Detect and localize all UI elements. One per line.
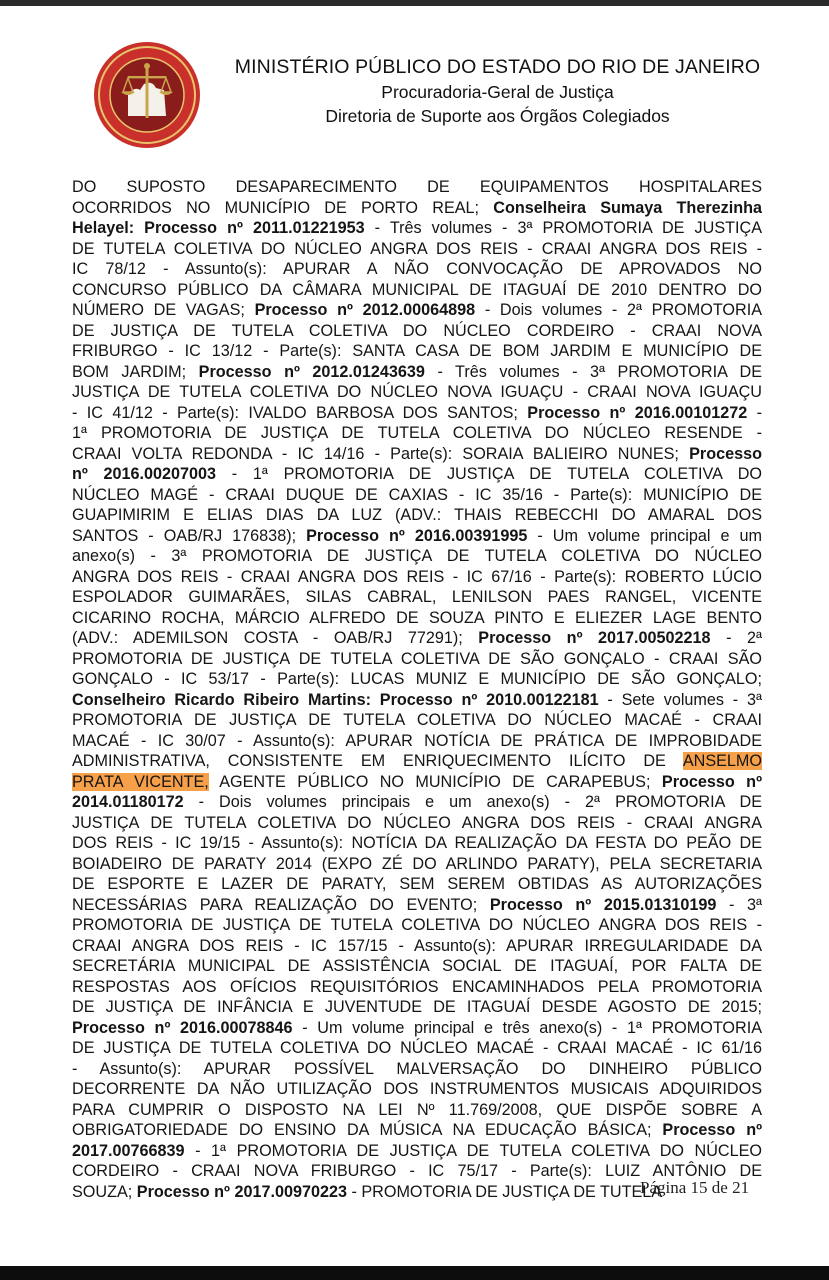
text-segment: - — [747, 403, 762, 422]
text-segment: - 1ª PROMOTORIA DE JUSTIÇA DE TUTELA COLETIVA DO — [216, 465, 762, 483]
text-line — [72, 546, 762, 567]
text-line — [72, 280, 762, 301]
bold-text: Processo nº 2012.00064898 — [254, 301, 476, 319]
text-line — [72, 1141, 762, 1162]
text-segment: DE JUSTIÇA DE TUTELA COLETIVA DO NÚCLEO MACAÉ - CRAAI MACAÉ - IC 61/16 — [72, 1039, 762, 1057]
text-segment: DO SUPOSTO DESAPARECIMENTO DE EQUIPAMENTOS HOSPITALARES — [72, 178, 762, 196]
text-segment: - IC 41/12 - Parte(s): IVALDO BARBOSA DOS SANTOS; — [72, 403, 528, 422]
text-segment: BOM JARDIM; — [72, 362, 199, 381]
text-line — [72, 1038, 762, 1059]
text-segment: SANTOS - OAB/RJ 176838); — [72, 526, 307, 545]
text-segment: JUSTIÇA DE TUTELA COLETIVA DO NÚCLEO NOVA IGUAÇU - CRAAI NOVA IGUAÇU — [72, 383, 762, 401]
text-line — [72, 936, 762, 957]
text-line — [72, 915, 762, 936]
text-segment: ADMINISTRATIVA, CONSISTENTE EM ENRIQUECIMENTO ILÍCITO DE — [72, 752, 683, 770]
text-line — [72, 1079, 762, 1100]
text-segment: PARA CUMPRIR O DISPOSTO NA LEI Nº 11.769/2008, QUE DISPÕE SOBRE A — [72, 1100, 762, 1119]
bold-text: Processo nº — [661, 772, 762, 791]
text-line — [72, 341, 762, 362]
document-body — [72, 177, 762, 1202]
bold-text: Processo — [689, 444, 762, 463]
text-line — [72, 218, 762, 239]
text-segment: CRAAI ANGRA DOS REIS - IC 157/15 - Assunto(s): APURAR IRREGULARIDADE DA — [72, 936, 762, 955]
text-line — [72, 259, 762, 280]
text-line — [72, 526, 762, 547]
text-line — [72, 997, 762, 1018]
text-segment: FRIBURGO - IC 13/12 - Parte(s): SANTA CASA DE BOM JARDIM E MUNICÍPIO DE — [72, 342, 762, 360]
text-segment: - Um volume principal e três anexo(s) - 1ª PROMOTORIA — [292, 1018, 762, 1037]
text-line — [72, 731, 762, 752]
text-segment: CORDEIRO - CRAAI NOVA FRIBURGO - IC 75/17 - Parte(s): LUIZ ANTÔNIO DE — [72, 1162, 762, 1180]
bold-text: Conselheiro Ricardo Ribeiro Martins: Processo nº 2010.00122181 — [72, 690, 599, 709]
bold-text: Processo nº — [662, 1121, 762, 1139]
text-segment: AGENTE PÚBLICO NO MUNICÍPIO DE CARAPEBUS; — [208, 772, 662, 791]
text-segment: SOUZA; — [72, 1182, 137, 1201]
text-line — [72, 198, 762, 219]
text-segment: JUSTIÇA DE TUTELA COLETIVA DO NÚCLEO ANGRA DOS REIS - CRAAI ANGRA — [72, 813, 762, 832]
text-segment: CICARINO ROCHA, MÁRCIO ALFREDO DE SOUZA PINTO E ELIEZER LAGE BENTO — [72, 608, 762, 627]
bold-text: nº 2016.00207003 — [72, 465, 217, 483]
text-line — [72, 1018, 762, 1039]
bold-text: Processo nº 2016.00078846 — [72, 1018, 293, 1037]
text-line — [72, 239, 762, 260]
highlighted-name: PRATA VICENTE, — [72, 772, 209, 791]
text-line — [72, 485, 762, 506]
text-segment: - 1ª PROMOTORIA DE JUSTIÇA DE TUTELA COLETIVA DO NÚCLEO — [184, 1141, 762, 1160]
text-segment: IC 78/12 - Assunto(s): APURAR A NÃO CONVOCAÇÃO DE APROVADOS NO — [72, 260, 762, 278]
text-segment: - Sete volumes - 3ª — [598, 690, 762, 709]
text-line — [72, 587, 762, 608]
text-line — [72, 874, 762, 895]
text-segment: DECORRENTE DA NÃO UTILIZAÇÃO DOS INSTRUMENTOS MUSICAIS ADQUIRIDOS — [72, 1080, 762, 1098]
text-line — [72, 608, 762, 629]
text-segment: CONCURSO PÚBLICO DA CÂMARA MUNICIPAL DE ITAGUAÍ DE 2010 DENTRO DO — [72, 280, 762, 299]
text-line — [72, 977, 762, 998]
text-segment: SECRETÁRIA MUNICIPAL DE ASSISTÊNCIA SOCIAL DE ITAGUAÍ, POR FALTA DE — [72, 957, 762, 975]
text-segment: - PROMOTORIA DE JUSTIÇA DE TUTELA — [346, 1182, 663, 1201]
page-number: Página 15 de 21 — [640, 1178, 750, 1197]
text-line — [72, 444, 762, 465]
text-segment: - Três volumes - 3ª PROMOTORIA DE JUSTIÇA — [364, 219, 762, 237]
text-segment: (ADV.: ADEMILSON COSTA - OAB/RJ 77291); — [72, 629, 479, 647]
text-segment: GONÇALO - IC 53/17 - Parte(s): LUCAS MUNIZ E MUNICÍPIO DE SÃO GONÇALO; — [72, 670, 762, 688]
text-segment: BOIADEIRO DE PARATY 2014 (EXPO ZÉ DO ARLINDO PARATY), PELA SECRETARIA — [72, 854, 762, 873]
text-segment: DE ESPORTE E LAZER DE PARATY, SEM SEREM OBTIDAS AS AUTORIZAÇÕES — [72, 875, 762, 893]
text-line — [72, 464, 762, 485]
institution-department: Procuradoria-Geral de Justiça — [381, 82, 614, 102]
text-line — [72, 505, 762, 526]
institution-division: Diretoria de Suporte aos Órgãos Colegiados — [325, 106, 670, 126]
text-segment: NÚMERO DE VAGAS; — [72, 301, 255, 319]
text-line — [72, 423, 762, 444]
mprj-seal-icon — [92, 40, 202, 150]
text-segment: - 3ª — [716, 895, 762, 914]
text-line — [72, 567, 762, 588]
bold-text: Processo nº 2016.00391995 — [306, 526, 528, 545]
text-line — [72, 649, 762, 670]
text-line — [72, 792, 762, 813]
text-segment: DOS REIS - IC 19/15 - Assunto(s): NOTÍCIA DA REALIZAÇÃO DA FESTA DO PEÃO DE — [72, 834, 762, 852]
text-line — [72, 382, 762, 403]
text-segment: GUAPIMIRIM E ELIAS DIAS DA LUZ (ADV.: THAIS REBECCHI DO AMARAL DOS — [72, 506, 762, 524]
text-line — [72, 1120, 762, 1141]
text-segment: PROMOTORIA DE JUSTIÇA DE TUTELA COLETIVA DO NÚCLEO MACAÉ - CRAAI — [72, 711, 762, 729]
bold-text: 2014.01180172 — [72, 793, 184, 811]
highlighted-name: ANSELMO — [682, 752, 762, 770]
text-segment: 1ª PROMOTORIA DE JUSTIÇA DE TUTELA COLETIVA DO NÚCLEO RESENDE - — [72, 424, 762, 442]
text-segment: OBRIGATORIEDADE DO ENSINO DA MÚSICA NA EDUCAÇÃO BÁSICA; — [72, 1121, 663, 1139]
text-line — [72, 895, 762, 916]
bold-text: Processo nº 2015.01310199 — [489, 895, 717, 914]
text-segment: NECESSÁRIAS PARA REALIZAÇÃO DO EVENTO; — [72, 895, 490, 914]
text-segment: - Assunto(s): APURAR POSSÍVEL MALVERSAÇÃO DO DINHEIRO PÚBLICO — [72, 1059, 762, 1078]
bold-text: Processo nº 2012.01243639 — [198, 362, 425, 381]
text-segment: ESPOLADOR GUIMARÃES, SILAS CABRAL, LENILSON PAES RANGEL, VICENTE — [72, 588, 762, 606]
text-line — [72, 177, 762, 198]
text-segment: DE JUSTIÇA DE INFÂNCIA E JUVENTUDE DE ITAGUAÍ DESDE AGOSTO DE 2015; — [72, 998, 762, 1016]
text-segment: NÚCLEO MAGÉ - CRAAI DUQUE DE CAXIAS - IC 35/16 - Parte(s): MUNICÍPIO DE — [72, 485, 762, 504]
text-segment: - 2ª — [710, 629, 762, 647]
text-segment: anexo(s) - 3ª PROMOTORIA DE JUSTIÇA DE TUTELA COLETIVA DO NÚCLEO — [72, 547, 762, 565]
bold-text: Processo nº 2016.00101272 — [527, 403, 748, 422]
text-segment: - Um volume principal e um — [527, 526, 762, 545]
text-line — [72, 362, 762, 383]
text-segment: CRAAI VOLTA REDONDA - IC 14/16 - Parte(s): SORAIA BALIEIRO NUNES; — [72, 444, 690, 463]
institution-name: MINISTÉRIO PÚBLICO DO ESTADO DO RIO DE JANEIRO — [234, 56, 761, 78]
text-segment: ANGRA DOS REIS - CRAAI ANGRA DOS REIS - IC 67/16 - Parte(s): ROBERTO LÚCIO — [72, 567, 762, 586]
text-segment: PROMOTORIA DE JUSTIÇA DE TUTELA COLETIVA DO NÚCLEO ANGRA DOS REIS - — [72, 916, 762, 934]
text-line — [72, 956, 762, 977]
text-segment: MACAÉ - IC 30/07 - Assunto(s): APURAR NOTÍCIA DE PRÁTICA DE IMPROBIDADE — [72, 731, 762, 750]
text-line — [72, 710, 762, 731]
text-line — [72, 300, 762, 321]
text-line — [72, 833, 762, 854]
text-segment: - Três volumes - 3ª PROMOTORIA DE — [424, 362, 762, 381]
text-line — [72, 751, 762, 772]
bold-text: Conselheira Sumaya Therezinha — [493, 198, 762, 217]
text-line — [72, 854, 762, 875]
text-line — [72, 321, 762, 342]
bold-text: Helayel: Processo nº 2011.01221953 — [72, 219, 365, 237]
letterhead — [230, 54, 765, 128]
text-segment: DE JUSTIÇA DE TUTELA COLETIVA DO NÚCLEO CORDEIRO - CRAAI NOVA — [72, 321, 762, 340]
text-segment: RESPOSTAS AOS OFÍCIOS REQUISITÓRIOS ENCAMINHADOS PELA PROMOTORIA — [72, 977, 762, 996]
text-segment: OCORRIDOS NO MUNICÍPIO DE PORTO REAL; — [72, 198, 494, 217]
bottom-screen-bar — [0, 1266, 829, 1280]
text-line — [72, 772, 762, 793]
text-line — [72, 813, 762, 834]
text-segment: - Dois volumes principais e um anexo(s) - 2ª PROMOTORIA DE — [183, 793, 762, 811]
text-segment: - Dois volumes - 2ª PROMOTORIA — [475, 301, 762, 319]
text-line — [72, 1059, 762, 1080]
text-line — [72, 1100, 762, 1121]
bold-text: Processo nº 2017.00970223 — [136, 1182, 347, 1201]
text-line — [72, 628, 762, 649]
text-segment: PROMOTORIA DE JUSTIÇA DE TUTELA COLETIVA DE SÃO GONÇALO - CRAAI SÃO — [72, 649, 762, 668]
text-segment: DE TUTELA COLETIVA DO NÚCLEO ANGRA DOS REIS - CRAAI ANGRA DOS REIS - — [72, 239, 762, 258]
bold-text: Processo nº 2017.00502218 — [478, 629, 711, 647]
text-line — [72, 403, 762, 424]
bold-text: 2017.00766839 — [72, 1141, 185, 1160]
text-line — [72, 669, 762, 690]
text-line — [72, 690, 762, 711]
